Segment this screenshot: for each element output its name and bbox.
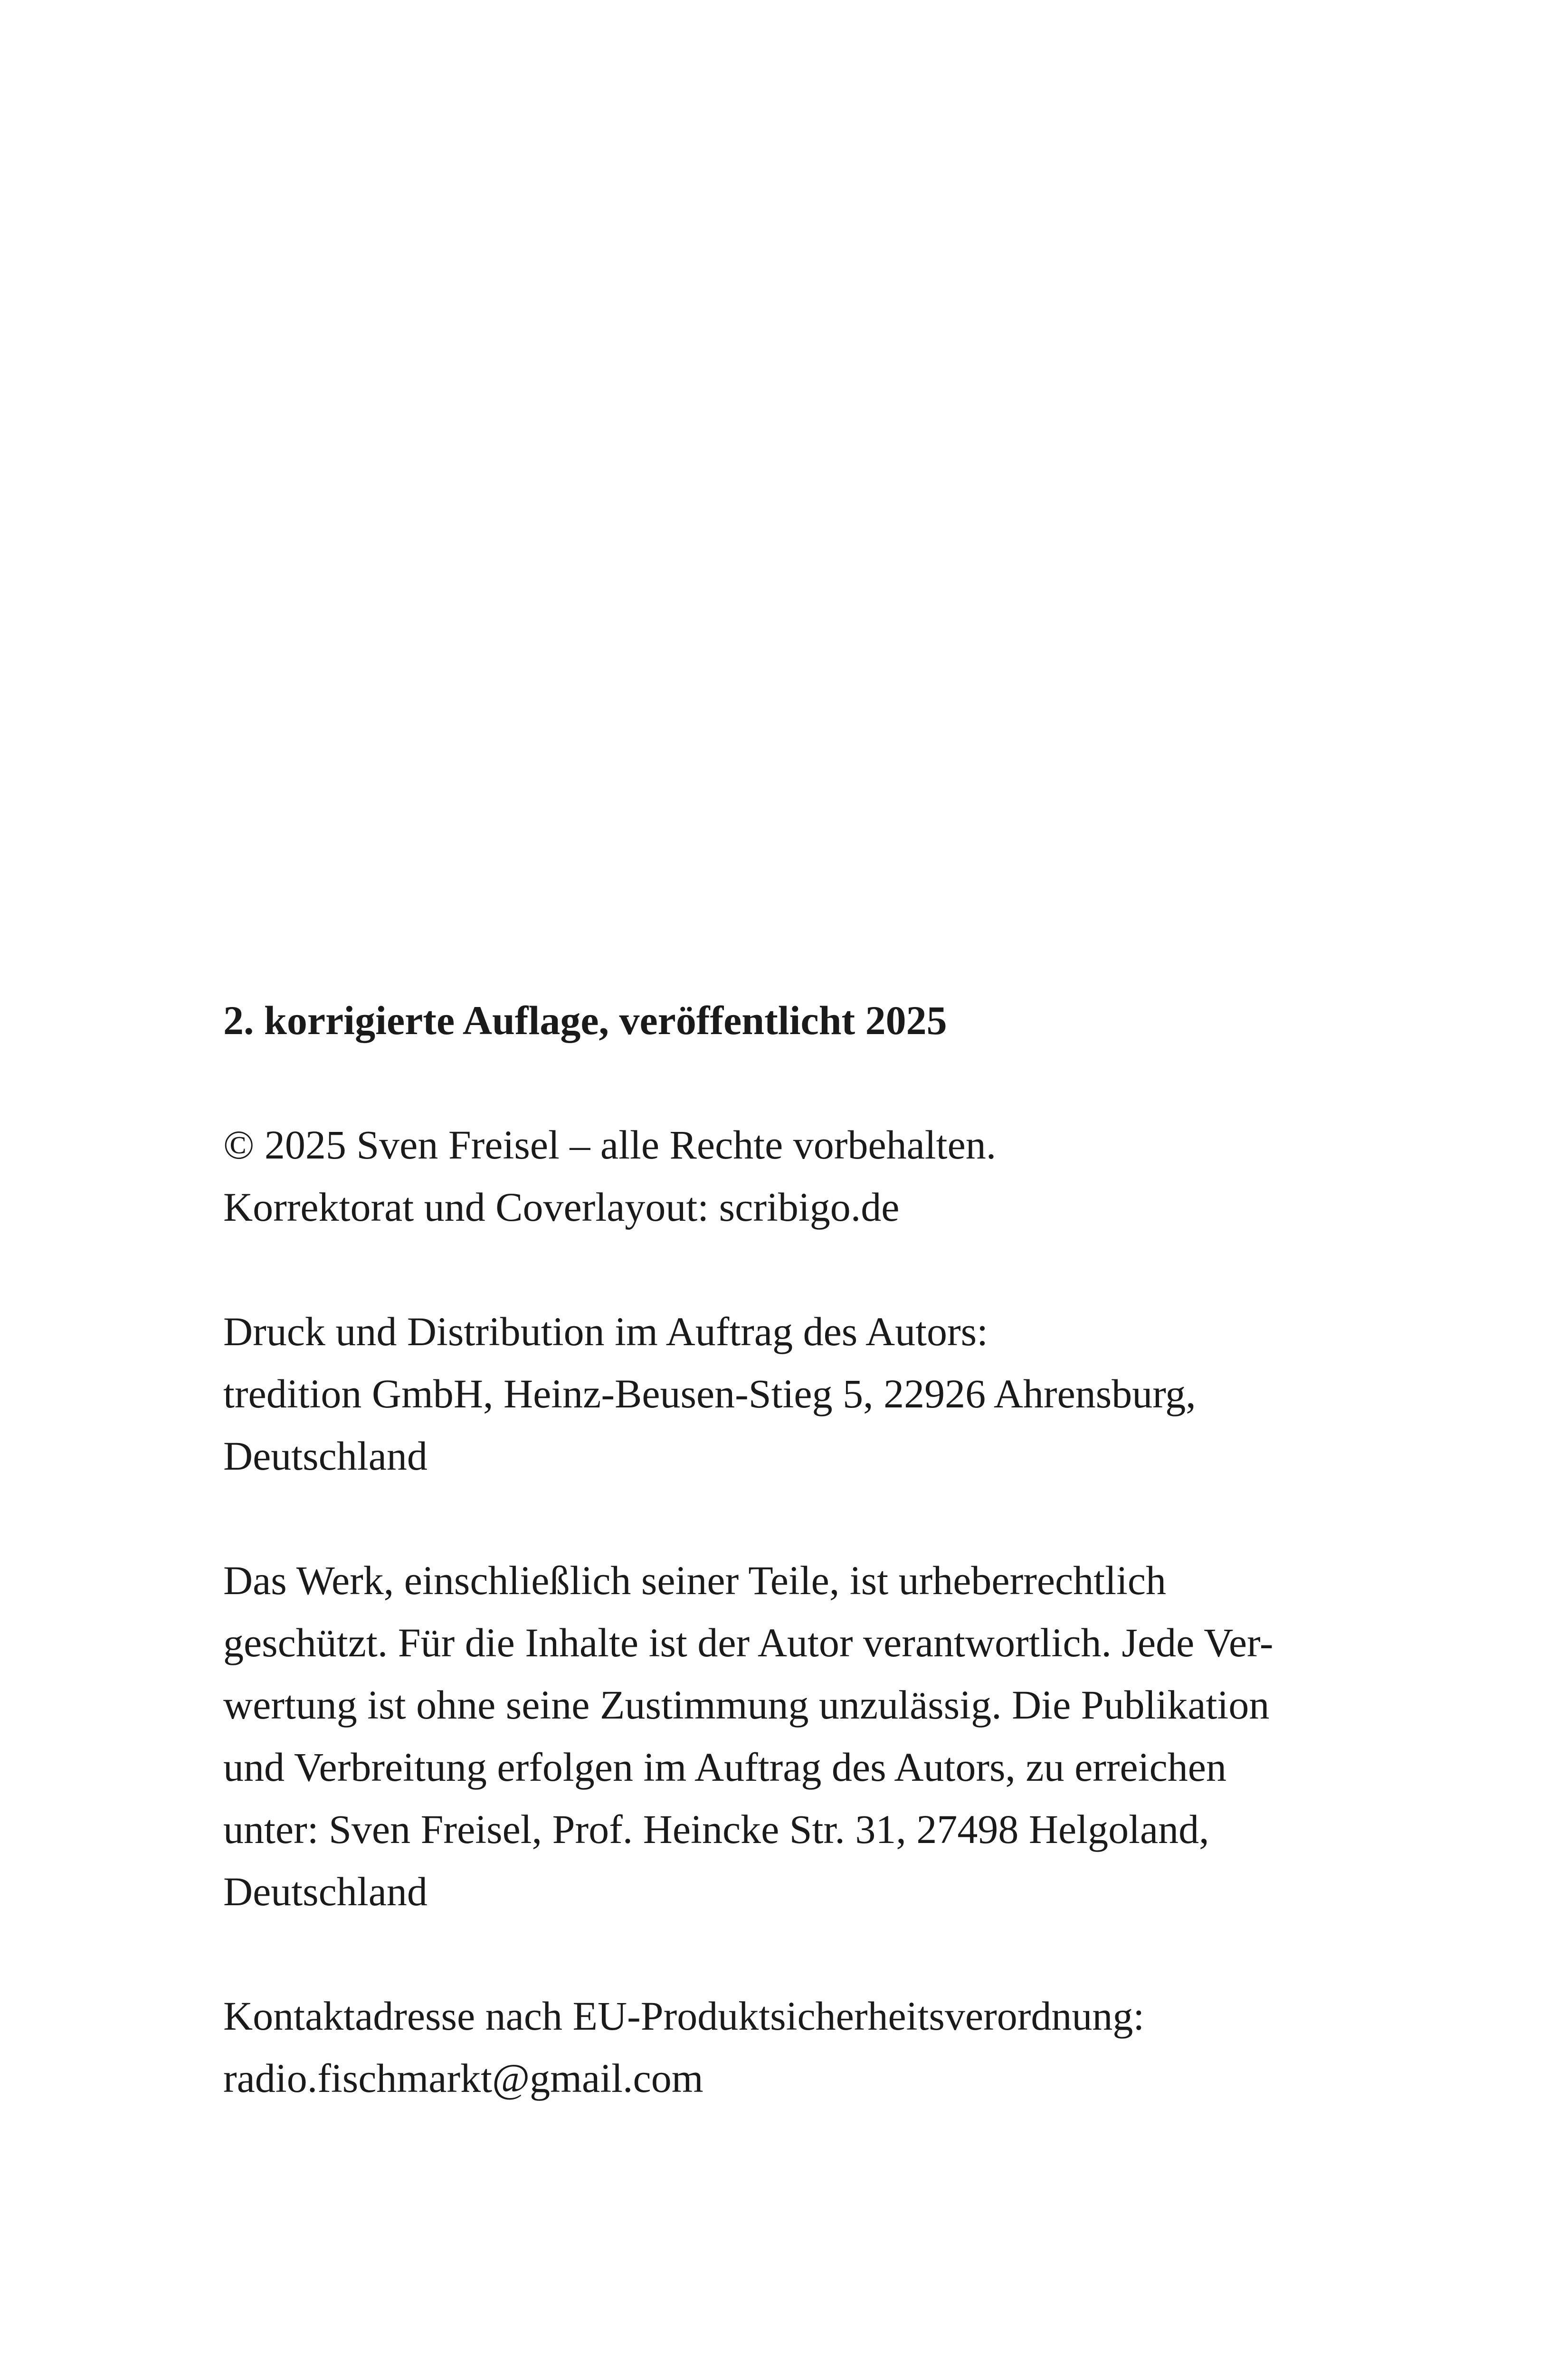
legal-line: unter: Sven Freisel, Prof. Heincke Str. 31, 27498 Helgoland, [223, 1806, 1209, 1852]
printing-line: tredition GmbH, Heinz-Beusen-Stieg 5, 22926 Ahrensburg, [223, 1371, 1196, 1416]
legal-line: wertung ist ohne seine Zustimmung unzulässig. Die Publikation [223, 1682, 1270, 1728]
imprint-block [223, 989, 1411, 2109]
contact-paragraph [223, 1985, 1411, 2109]
legal-paragraph [223, 1549, 1411, 1923]
spacer [223, 1238, 1411, 1301]
printing-paragraph [223, 1301, 1411, 1487]
edition-line: 2. korrigierte Auflage, veröffentlicht 2025 [223, 998, 947, 1043]
spacer [223, 1923, 1411, 1985]
contact-line: Kontaktadresse nach EU-Produktsicherheitsverordnung: [223, 1993, 1145, 2039]
contact-email: radio.fischmarkt@gmail.com [223, 2055, 703, 2101]
legal-line: Das Werk, einschließlich seiner Teile, ist urheberrechtlich [223, 1558, 1167, 1603]
legal-line: und Verbreitung erfolgen im Auftrag des Autors, zu erreichen [223, 1744, 1226, 1790]
printing-line: Druck und Distribution im Auftrag des Autors: [223, 1309, 988, 1354]
spacer [223, 1487, 1411, 1549]
proofreading-line: Korrektorat und Coverlayout: scribigo.de [223, 1184, 900, 1230]
legal-line: Deutschland [223, 1869, 428, 1914]
spacer [223, 1052, 1411, 1114]
printing-line: Deutschland [223, 1433, 428, 1479]
copyright-paragraph [223, 1114, 1411, 1238]
copyright-line: © 2025 Sven Freisel – alle Rechte vorbehalten. [223, 1122, 997, 1168]
legal-line: geschützt. Für die Inhalte ist der Autor verantwortlich. Jede Ver- [223, 1620, 1273, 1665]
